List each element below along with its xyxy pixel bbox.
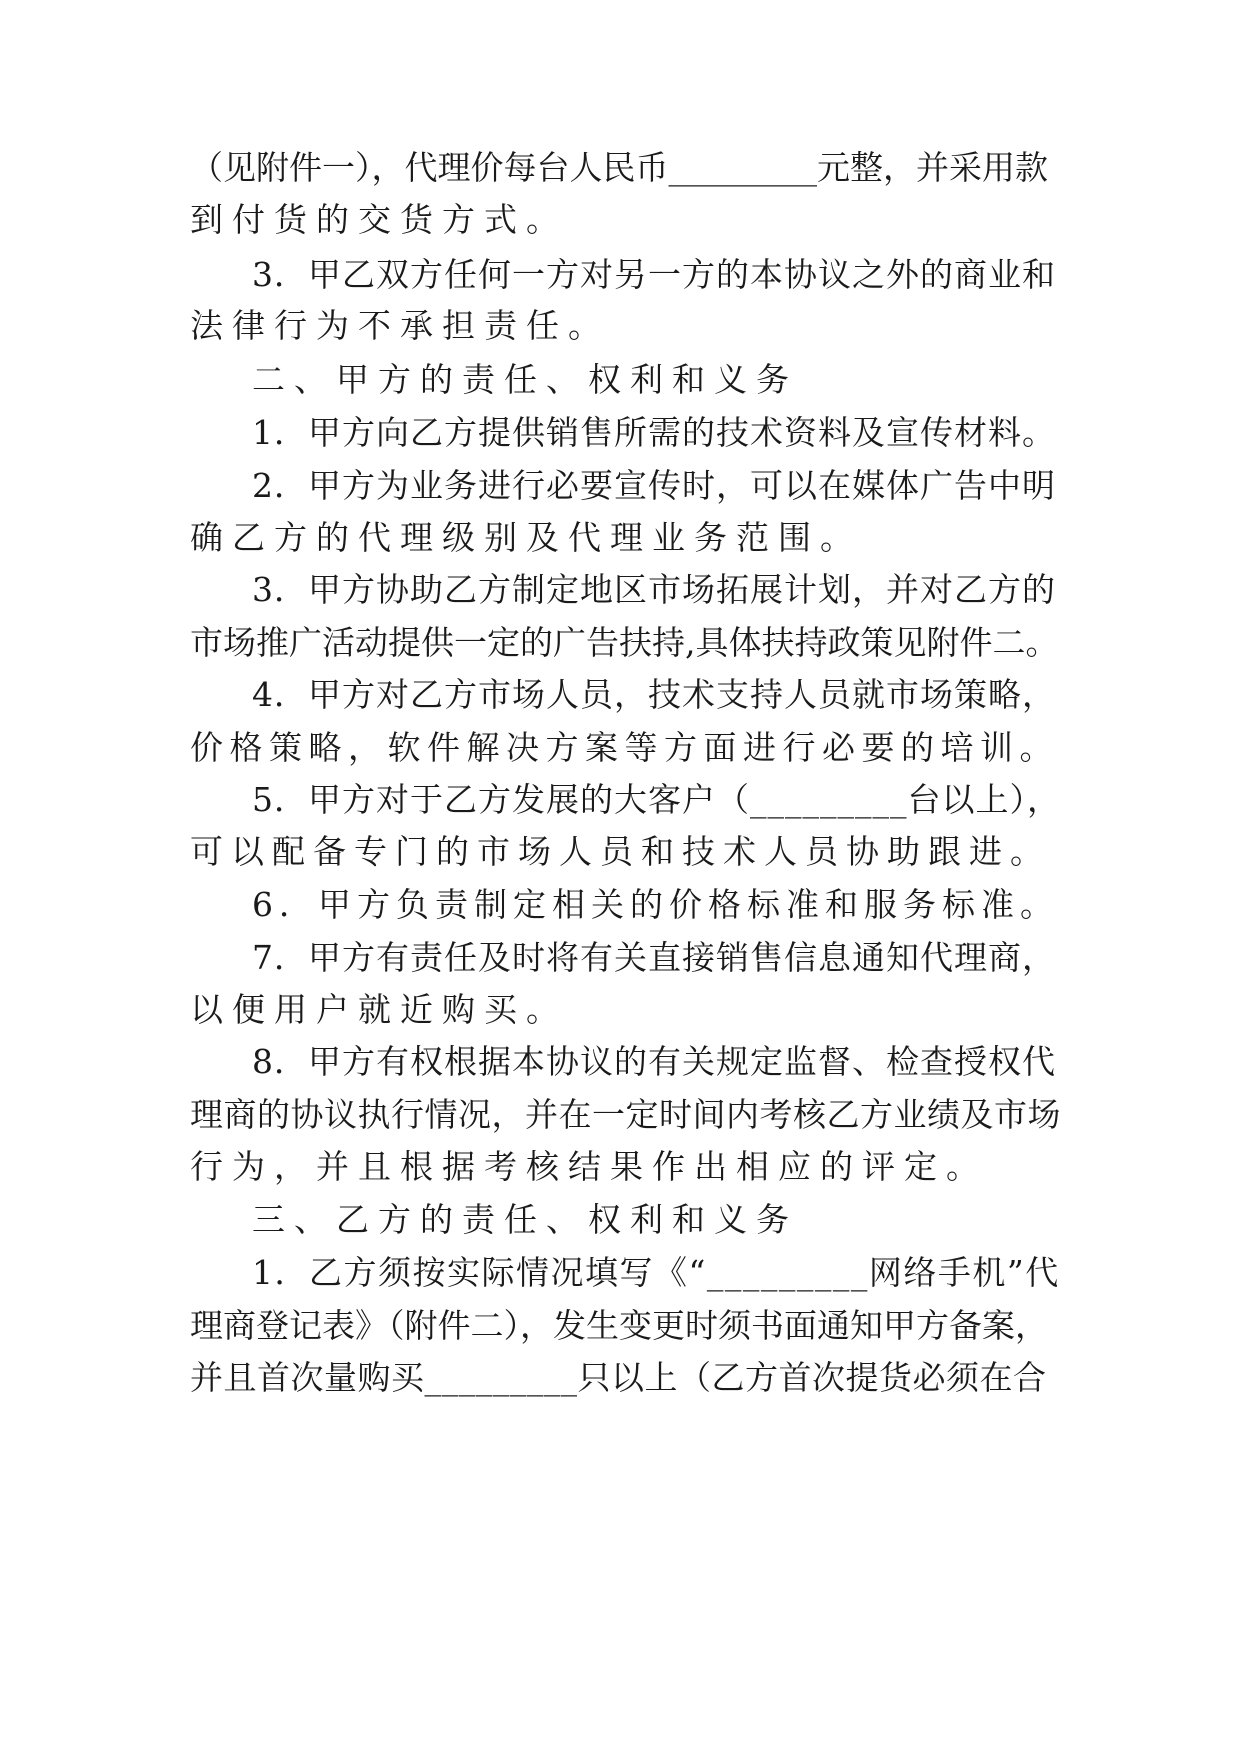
text-line: 行为，并且根据考核结果作出相应的评定。 bbox=[190, 1147, 988, 1186]
text-line: 市场推广活动提供一定的广告扶持,具体扶持政策见附件二。 bbox=[190, 623, 1059, 662]
text-line: 8．甲方有权根据本协议的有关规定监督、检查授权代 bbox=[252, 1042, 1056, 1081]
text-line: 5．甲方对于乙方发展的大客户（_________台以上）， bbox=[252, 780, 1061, 819]
text-line: 法律行为不承担责任。 bbox=[190, 306, 610, 345]
text-line: 1．乙方须按实际情况填写《“_________网络手机”代 bbox=[252, 1253, 1060, 1292]
section-heading: 二、甲方的责任、权利和义务 bbox=[252, 360, 798, 399]
section-heading: 三、乙方的责任、权利和义务 bbox=[252, 1200, 798, 1239]
text-line: 3．甲乙双方任何一方对另一方的本协议之外的商业和 bbox=[252, 255, 1056, 294]
text-line: 3．甲方协助乙方制定地区市场拓展计划，并对乙方的 bbox=[252, 570, 1056, 609]
text-line: 理商的协议执行情况，并在一定时间内考核乙方业绩及市场 bbox=[190, 1095, 1061, 1134]
text-line: （见附件一），代理价每台人民币_________元整，并采用款 bbox=[190, 148, 1048, 187]
text-line: 并且首次量购买_________只以上（乙方首次提货必须在合 bbox=[190, 1358, 1047, 1397]
text-line: 6．甲方负责制定相关的价格标准和服务标准。 bbox=[252, 885, 1059, 924]
text-line: 以便用户就近购买。 bbox=[190, 990, 568, 1029]
text-line: 4．甲方对乙方市场人员，技术支持人员就市场策略， bbox=[252, 675, 1056, 714]
text-line: 1．甲方向乙方提供销售所需的技术资料及宣传材料。 bbox=[252, 413, 1056, 452]
text-line: 到付货的交货方式。 bbox=[190, 200, 568, 239]
text-line: 理商登记表》（附件二），发生变更时须书面通知甲方备案， bbox=[190, 1306, 1048, 1345]
text-line: 确乙方的代理级别及代理业务范围。 bbox=[190, 518, 862, 557]
text-line: 7．甲方有责任及时将有关直接销售信息通知代理商， bbox=[252, 938, 1056, 977]
text-line: 2．甲方为业务进行必要宣传时，可以在媒体广告中明 bbox=[252, 466, 1056, 505]
text-line: 价格策略，软件解决方案等方面进行必要的培训。 bbox=[190, 728, 1059, 767]
text-line: 可以配备专门的市场人员和技术人员协助跟进。 bbox=[190, 832, 1051, 871]
